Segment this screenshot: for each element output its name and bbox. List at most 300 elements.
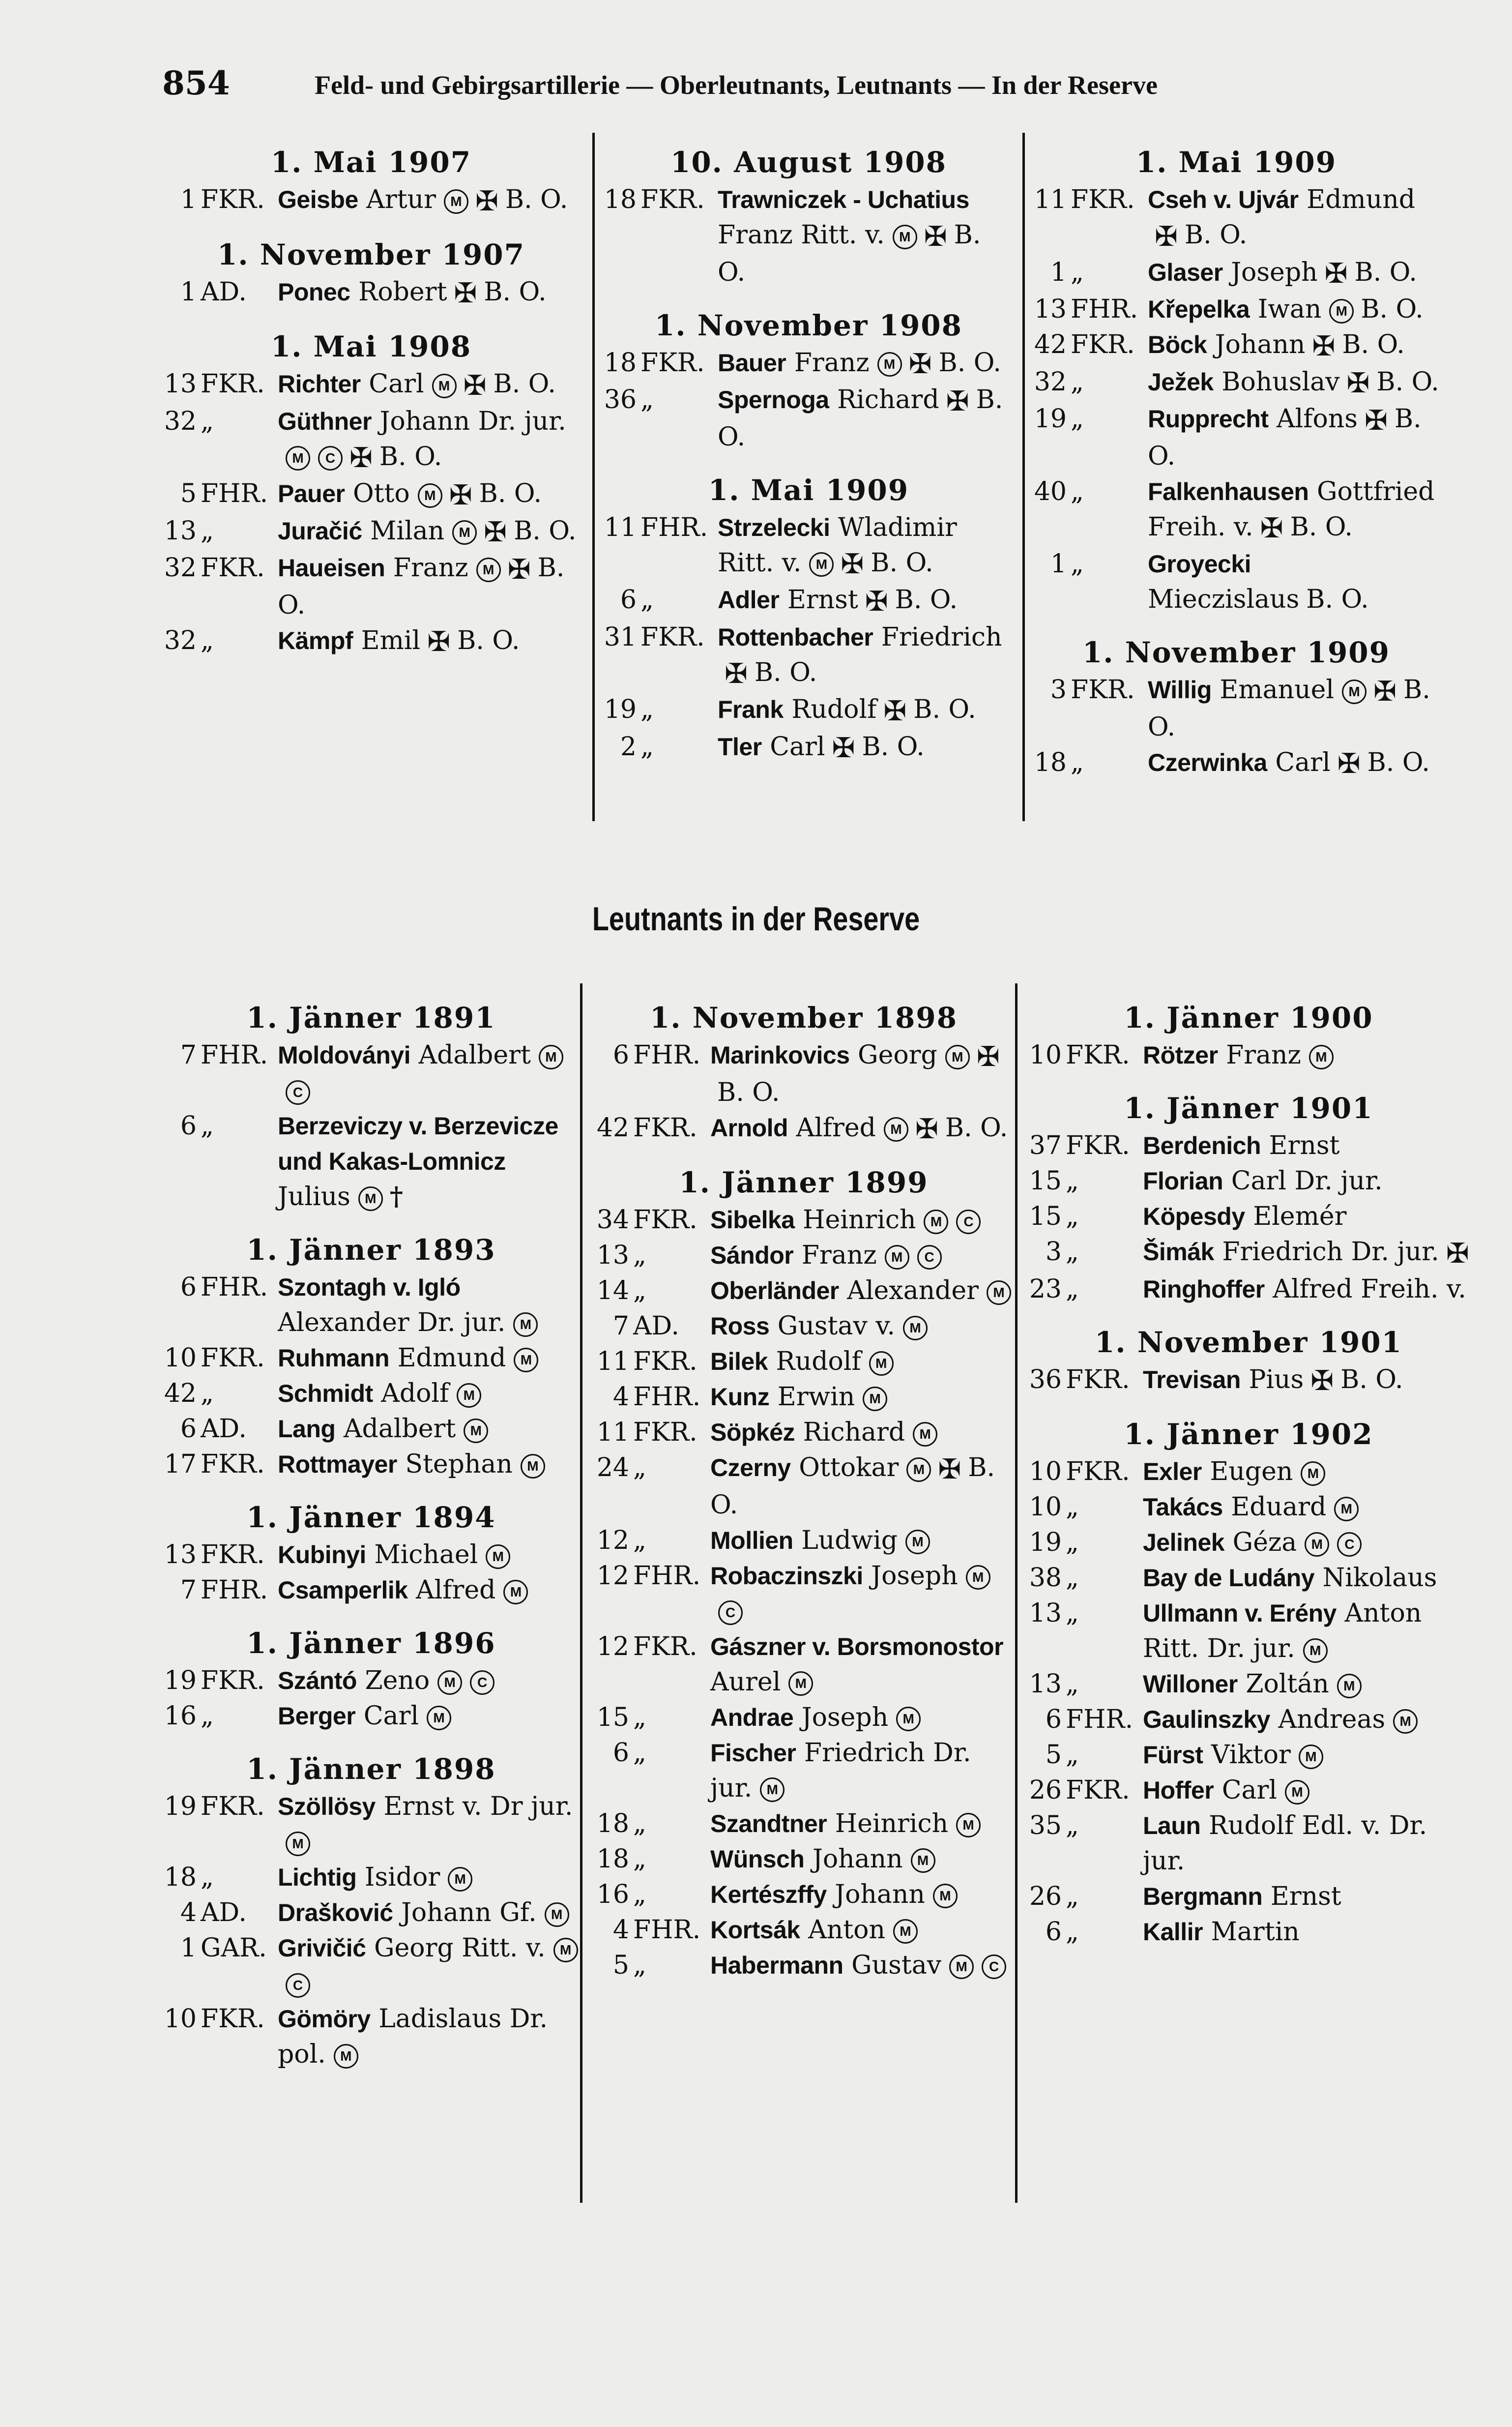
officer-entry <box>602 382 1015 455</box>
regiment-number: 14 <box>596 1276 629 1305</box>
officer-surname: Ullmann v. Erény <box>1143 1599 1337 1627</box>
cross-icon: ✠ <box>883 695 907 727</box>
officer-surname: Böck <box>1148 331 1207 358</box>
officer-given-name: Robert <box>358 277 447 307</box>
unit-abbreviation: FKR. <box>201 1450 265 1479</box>
medal-c-icon: C <box>286 1080 310 1105</box>
officer-surname: Willoner <box>1143 1670 1238 1698</box>
officer-given-name: Géza <box>1232 1528 1297 1557</box>
regiment-number: 13 <box>596 1241 629 1270</box>
officer-surname: Moldoványi <box>278 1041 411 1069</box>
unit-abbreviation: AD. <box>201 1898 247 1927</box>
officer-entry <box>162 1108 580 1214</box>
unit-abbreviation: „ <box>1066 1598 1079 1628</box>
date-heading: 1. Mai 1907 <box>270 146 472 179</box>
date-heading: 1. Jänner 1902 <box>1124 1418 1373 1451</box>
regiment-number: 35 <box>1029 1811 1062 1840</box>
officer-surname: Falkenhausen <box>1148 477 1309 505</box>
officer-entry <box>1027 1489 1470 1525</box>
cross-icon: ✠ <box>1310 1365 1334 1397</box>
officer-given-name: Franz <box>794 348 870 378</box>
regiment-number: 13 <box>164 369 197 399</box>
officer-surname: Andrae <box>710 1703 794 1731</box>
officer-entry <box>1027 1272 1470 1307</box>
b-o-note: B. O. <box>754 657 817 687</box>
medal-m-icon: M <box>444 189 468 214</box>
officer-surname: Laun <box>1143 1812 1201 1839</box>
medal-m-icon: M <box>896 1707 921 1731</box>
medal-m-icon: M <box>885 1245 909 1270</box>
officer-given-name: Alfred <box>796 1113 876 1143</box>
officer-surname: Bilek <box>710 1348 768 1375</box>
medal-m-icon: M <box>521 1454 545 1479</box>
officer-surname: Ross <box>710 1312 770 1340</box>
medal-m-icon: M <box>911 1848 935 1873</box>
officer-entry <box>1032 546 1440 617</box>
officer-surname: Köpesdy <box>1143 1203 1245 1230</box>
regiment-number: 18 <box>604 348 637 378</box>
regiment-number: 18 <box>604 185 637 214</box>
unit-abbreviation: „ <box>1066 1274 1079 1304</box>
unit-abbreviation: „ <box>1066 1528 1079 1557</box>
officer-given-name: Edmund <box>397 1343 506 1373</box>
officer-entry <box>595 1841 1013 1877</box>
medal-m-icon: M <box>903 1316 928 1340</box>
b-o-note: B. O. <box>895 585 958 615</box>
officer-given-name: Rudolf Edl. v. Dr. jur. <box>1143 1811 1427 1876</box>
officer-given-name: Nikolaus <box>1322 1563 1437 1593</box>
officer-entry <box>162 1037 580 1108</box>
medal-m-icon: M <box>286 1832 310 1856</box>
officer-entry <box>1032 745 1440 782</box>
regiment-number: 26 <box>1029 1882 1062 1911</box>
unit-abbreviation: FHR. <box>201 1040 268 1070</box>
officer-given-name: Anton Ritt. Dr. jur. <box>1143 1598 1422 1663</box>
date-heading: 1. Jänner 1898 <box>246 1752 496 1786</box>
unit-abbreviation: FKR. <box>201 553 265 583</box>
unit-abbreviation: „ <box>633 1879 646 1909</box>
unit-abbreviation: FHR. <box>633 1561 701 1591</box>
date-heading: 1. Mai 1908 <box>270 330 472 363</box>
medal-m-icon: M <box>863 1387 887 1411</box>
officer-surname: Ringhoffer <box>1143 1275 1265 1303</box>
unit-abbreviation: FKR. <box>633 1631 698 1661</box>
page-header <box>162 59 1489 113</box>
officer-entry <box>1027 1128 1470 1163</box>
officer-given-name: Carl Dr. jur. <box>1231 1166 1383 1196</box>
officer-entry <box>595 1110 1013 1148</box>
officer-given-name: Alfred <box>416 1575 496 1605</box>
regiment-number: 6 <box>612 1738 629 1768</box>
medal-m-icon: M <box>1299 1745 1323 1769</box>
officer-surname: Kubinyi <box>278 1541 366 1569</box>
officer-entry <box>162 1895 580 1930</box>
b-o-note: B. O. <box>862 732 925 762</box>
officer-surname: Glaser <box>1148 258 1223 286</box>
unit-abbreviation: FHR. <box>1071 295 1138 324</box>
medal-m-icon: M <box>452 520 477 545</box>
officer-given-name: Michael <box>374 1540 478 1569</box>
unit-abbreviation: „ <box>1066 1740 1079 1770</box>
cross-icon: ✠ <box>1346 367 1370 399</box>
medal-m-icon: M <box>906 1457 931 1482</box>
regiment-number: 1 <box>180 1933 197 1963</box>
officer-given-name: Bohuslav <box>1221 367 1340 397</box>
unit-abbreviation: „ <box>633 1738 646 1768</box>
officer-entry <box>595 1344 1013 1379</box>
officer-surname: Strzelecki <box>718 513 830 541</box>
officer-given-name: Emil <box>361 625 421 655</box>
date-heading: 1. November 1898 <box>649 1001 958 1035</box>
medal-c-icon: C <box>956 1210 981 1234</box>
officer-given-name: Milan <box>370 516 445 546</box>
b-o-note: B. O. <box>1361 295 1424 324</box>
medal-c-icon: C <box>286 1973 310 1998</box>
officer-surname: Groyecki <box>1148 550 1251 578</box>
unit-abbreviation: „ <box>201 1701 214 1731</box>
unit-abbreviation: „ <box>633 1525 646 1555</box>
regiment-number: 23 <box>1029 1274 1062 1304</box>
regiment-number: 1 <box>180 185 197 214</box>
officer-entry <box>595 1912 1013 1948</box>
regiment-number: 7 <box>612 1311 629 1341</box>
officer-surname: Czerwinka <box>1148 748 1267 776</box>
unit-abbreviation: AD. <box>633 1311 679 1341</box>
regiment-number: 4 <box>612 1382 629 1412</box>
unit-abbreviation: FKR. <box>1066 1457 1130 1486</box>
regiment-number: 32 <box>1034 367 1067 397</box>
medal-c-icon: C <box>470 1670 494 1695</box>
officer-entry <box>1027 1808 1470 1879</box>
medal-m-icon: M <box>1334 1497 1359 1521</box>
regiment-number: 5 <box>180 479 197 508</box>
column-rule <box>1022 133 1025 821</box>
regiment-number: 16 <box>164 1701 197 1731</box>
cross-icon: ✠ <box>507 553 531 586</box>
officer-given-name: Carl <box>363 1701 419 1731</box>
officer-given-name: Emanuel <box>1220 675 1335 705</box>
date-heading: 1. Jänner 1896 <box>246 1627 496 1660</box>
medal-c-icon: C <box>1337 1532 1362 1557</box>
unit-abbreviation: „ <box>1066 1237 1079 1267</box>
unit-abbreviation: FHR. <box>201 1273 268 1302</box>
regiment-number: 42 <box>596 1113 629 1143</box>
officer-surname: Rötzer <box>1143 1041 1218 1069</box>
officer-entry <box>595 1735 1013 1806</box>
officer-given-name: Zoltán <box>1246 1669 1329 1699</box>
officer-given-name: Rudolf <box>776 1347 861 1376</box>
column-rule <box>1015 983 1018 2203</box>
officer-given-name: Richard <box>837 385 939 414</box>
officer-given-name: Rudolf <box>791 695 877 724</box>
medal-m-icon: M <box>877 352 902 377</box>
cross-icon: ✠ <box>938 1453 961 1485</box>
unit-abbreviation: FKR. <box>201 1540 265 1569</box>
regiment-number: 32 <box>164 553 197 583</box>
b-o-note: B. O. <box>514 516 577 546</box>
b-o-note: B. O. <box>1340 1364 1403 1394</box>
unit-abbreviation: „ <box>1066 1202 1079 1231</box>
officer-given-name: Iwan <box>1257 295 1322 324</box>
medal-m-icon: M <box>933 1884 958 1908</box>
officer-given-name: Carl <box>770 732 825 762</box>
officer-given-name: Joseph <box>801 1702 889 1732</box>
officer-entry <box>162 366 580 404</box>
regiment-number: 3 <box>1045 1237 1062 1267</box>
date-heading: 10. August 1908 <box>670 146 947 179</box>
cross-icon: ✠ <box>841 548 864 580</box>
officer-surname: Kortsák <box>710 1916 800 1944</box>
officer-entry <box>162 1789 580 1860</box>
officer-entry <box>1027 1596 1470 1666</box>
officer-entry <box>595 1450 1013 1523</box>
medal-m-icon: M <box>503 1580 528 1604</box>
unit-abbreviation: „ <box>1071 367 1084 397</box>
officer-entry <box>162 623 580 660</box>
medal-m-icon: M <box>1305 1532 1329 1557</box>
officer-given-name: Gustav <box>851 1950 942 1980</box>
regiment-number: 32 <box>164 625 197 655</box>
officer-given-name: Johann Dr. jur. <box>379 406 566 436</box>
date-heading: 1. November 1901 <box>1094 1325 1403 1359</box>
officer-entry <box>1027 1737 1470 1773</box>
officer-surname: Berdenich <box>1143 1132 1261 1159</box>
officer-entry <box>1032 182 1440 255</box>
unit-abbreviation: „ <box>1071 257 1084 287</box>
b-o-note: B. O. <box>710 1453 995 1520</box>
officer-given-name: Franz <box>801 1241 877 1270</box>
officer-entry <box>602 510 1015 583</box>
officer-given-name: Georg Ritt. v. <box>374 1933 546 1963</box>
regiment-number: 6 <box>180 1111 197 1141</box>
officer-entry <box>1027 1163 1470 1199</box>
medal-c-icon: C <box>917 1245 942 1270</box>
officer-given-name: Ernst <box>1270 1882 1341 1911</box>
b-o-note: B. O. <box>1184 220 1248 250</box>
officer-surname: Robaczinszki <box>710 1562 863 1590</box>
officer-surname: Fürst <box>1143 1741 1203 1769</box>
date-heading: 1. November 1908 <box>654 308 963 342</box>
regiment-number: 1 <box>180 277 197 307</box>
medal-m-icon: M <box>1329 299 1354 324</box>
officer-entry <box>162 1376 580 1411</box>
officer-given-name: Ernst <box>1269 1131 1340 1160</box>
officer-entry <box>1027 1560 1470 1596</box>
unit-abbreviation: „ <box>633 1241 646 1270</box>
officer-surname: Ruhmann <box>278 1344 390 1372</box>
officer-surname: Szontagh v. Igló <box>278 1273 461 1301</box>
regiment-number: 42 <box>164 1379 197 1408</box>
officer-given-name: Adalbert <box>418 1040 531 1070</box>
unit-abbreviation: „ <box>1066 1917 1079 1947</box>
medal-m-icon: M <box>432 374 457 398</box>
regiment-number: 17 <box>164 1450 197 1479</box>
medal-m-icon: M <box>514 1348 538 1372</box>
regiment-number: 19 <box>164 1666 197 1695</box>
unit-abbreviation: FKR. <box>201 369 265 399</box>
medal-m-icon: M <box>457 1383 481 1408</box>
b-o-note: B. O. <box>945 1113 1008 1143</box>
officer-entry <box>162 476 580 513</box>
regiment-number: 31 <box>604 622 637 652</box>
medal-m-icon: M <box>486 1544 510 1569</box>
column-rule <box>580 983 582 2203</box>
officer-given-name: Zeno <box>365 1666 430 1695</box>
officer-surname: Berger <box>278 1702 356 1730</box>
officer-given-name: Carl <box>369 369 424 399</box>
cross-icon: ✠ <box>946 385 969 417</box>
officer-entry <box>595 1379 1013 1415</box>
officer-given-name: Otto <box>353 479 410 508</box>
medal-m-icon: M <box>945 1045 970 1069</box>
b-o-note: B. O. <box>479 479 542 508</box>
cross-icon: ✠ <box>1373 675 1396 708</box>
officer-given-name: Isidor <box>364 1863 440 1892</box>
unit-abbreviation: „ <box>640 385 654 414</box>
unit-abbreviation: „ <box>201 516 214 546</box>
medal-c-icon: C <box>982 1954 1006 1979</box>
officer-surname: Cseh v. Ujvár <box>1148 186 1299 213</box>
officer-given-name: Anton <box>808 1915 885 1945</box>
cross-icon: ✠ <box>976 1040 1000 1073</box>
b-o-note: B. O. <box>484 277 547 307</box>
unit-abbreviation: FKR. <box>1066 1776 1130 1805</box>
regiment-number: 3 <box>1050 675 1067 705</box>
regiment-number: 42 <box>1034 330 1067 359</box>
unit-abbreviation: „ <box>1066 1669 1079 1699</box>
officer-given-name: Johann Gf. <box>401 1898 537 1927</box>
officer-entry <box>162 550 580 623</box>
medal-m-icon: M <box>545 1902 569 1927</box>
officer-entry <box>162 1860 580 1895</box>
regiment-number: 6 <box>180 1273 197 1302</box>
officer-entry <box>162 404 580 476</box>
unit-abbreviation: FKR. <box>201 1666 265 1695</box>
officer-given-name: Johann <box>835 1879 925 1909</box>
b-o-note: B. O. <box>717 1077 780 1107</box>
b-o-note: B. O. <box>505 185 568 214</box>
medal-m-icon: M <box>869 1351 894 1376</box>
officer-surname: Mollien <box>710 1526 793 1554</box>
officer-given-name: Carl <box>1221 1776 1278 1805</box>
medal-m-icon: M <box>1309 1045 1334 1069</box>
officer-entry <box>1027 1666 1470 1702</box>
b-o-note: B. O. <box>1367 747 1430 777</box>
medal-m-icon: M <box>539 1045 563 1069</box>
regiment-number: 13 <box>1029 1598 1062 1628</box>
officer-entry <box>595 1806 1013 1841</box>
unit-abbreviation: „ <box>1066 1563 1079 1593</box>
officer-surname: Söpkéz <box>710 1419 795 1446</box>
unit-abbreviation: FKR. <box>633 1347 698 1376</box>
officer-given-name: Ladislaus Dr. pol. <box>278 2004 548 2069</box>
unit-abbreviation: „ <box>1066 1882 1079 1911</box>
unit-abbreviation: „ <box>633 1844 646 1874</box>
unit-abbreviation: FKR. <box>1066 1040 1130 1070</box>
officer-given-name: Ludwig <box>801 1525 898 1555</box>
medal-m-icon: M <box>809 552 834 577</box>
unit-abbreviation: „ <box>1071 549 1084 579</box>
officer-entry <box>595 1202 1013 1238</box>
unit-abbreviation: AD. <box>201 277 247 307</box>
officer-surname: Adler <box>718 586 780 614</box>
regiment-number: 18 <box>1034 747 1067 777</box>
officer-given-name: Richard <box>803 1418 905 1447</box>
b-o-note: B. O. <box>718 385 1003 452</box>
regiment-number: 40 <box>1034 476 1067 506</box>
regiment-number: 5 <box>1045 1740 1062 1770</box>
officer-entry <box>595 1037 1013 1110</box>
regiment-number: 18 <box>596 1808 629 1838</box>
officer-entry <box>1032 401 1440 474</box>
officer-given-name: Elemér <box>1253 1202 1347 1231</box>
officer-given-name: Heinrich <box>803 1205 916 1235</box>
officer-entry <box>595 1238 1013 1273</box>
unit-abbreviation: FHR. <box>1066 1705 1134 1734</box>
b-o-note: B. O. <box>718 220 981 287</box>
officer-surname: Takács <box>1143 1493 1223 1521</box>
officer-surname: Křepelka <box>1148 296 1250 323</box>
b-o-note: B. O. <box>913 695 976 724</box>
officer-given-name: Alexander Dr. jur. <box>278 1308 506 1337</box>
regiment-number: 26 <box>1029 1776 1062 1805</box>
officer-entry <box>162 1537 580 1572</box>
unit-abbreviation: „ <box>1071 476 1084 506</box>
officer-surname: Juračić <box>278 517 362 545</box>
officer-surname: Fischer <box>710 1739 796 1767</box>
regiment-number: 16 <box>596 1879 629 1909</box>
b-o-note: B. O. <box>1306 585 1369 614</box>
running-title: Feld- und Gebirgsartillerie — Oberleutnants, Leutnants — In der Reserve <box>315 70 1158 100</box>
officer-given-name: Gottfried Freih. v. <box>1148 476 1435 542</box>
unit-abbreviation: FHR. <box>633 1382 701 1412</box>
medal-m-icon: M <box>893 1919 918 1944</box>
regiment-number: 12 <box>596 1561 629 1591</box>
regiment-number: 18 <box>164 1863 197 1892</box>
unit-abbreviation: „ <box>1066 1811 1079 1840</box>
regiment-number: 4 <box>612 1915 629 1945</box>
regiment-number: 19 <box>1034 404 1067 434</box>
medal-m-icon: M <box>788 1671 813 1696</box>
unit-abbreviation: FHR. <box>640 512 708 542</box>
officer-surname: Bay de Ludány <box>1143 1564 1315 1592</box>
officer-entry <box>595 1523 1013 1558</box>
officer-surname: Sibelka <box>710 1206 795 1234</box>
officer-entry <box>1027 1914 1470 1950</box>
officer-entry <box>602 345 1015 383</box>
officer-surname: Rupprecht <box>1148 405 1269 433</box>
officer-given-name: Adalbert <box>343 1414 456 1444</box>
officer-surname: Florian <box>1143 1167 1223 1195</box>
oberleutnant-column-1 <box>162 143 580 660</box>
b-o-note: B. O. <box>1376 367 1439 397</box>
unit-abbreviation: FHR. <box>201 479 268 508</box>
unit-abbreviation: FKR. <box>633 1205 698 1235</box>
date-heading: 1. Jänner 1894 <box>246 1501 496 1534</box>
regiment-number: 10 <box>1029 1492 1062 1522</box>
dagger-icon: † <box>389 1182 403 1212</box>
regiment-number: 6 <box>620 585 637 615</box>
cross-icon: ✠ <box>1364 404 1388 437</box>
cross-icon: ✠ <box>915 1113 938 1145</box>
officer-given-name: Eduard <box>1231 1492 1327 1522</box>
regiment-number: 4 <box>180 1898 197 1927</box>
officer-surname: Sándor <box>710 1242 794 1269</box>
unit-abbreviation: „ <box>1071 404 1084 434</box>
regiment-number: 19 <box>1029 1528 1062 1557</box>
unit-abbreviation: FKR. <box>201 185 265 214</box>
officer-entry <box>1027 1879 1470 1914</box>
